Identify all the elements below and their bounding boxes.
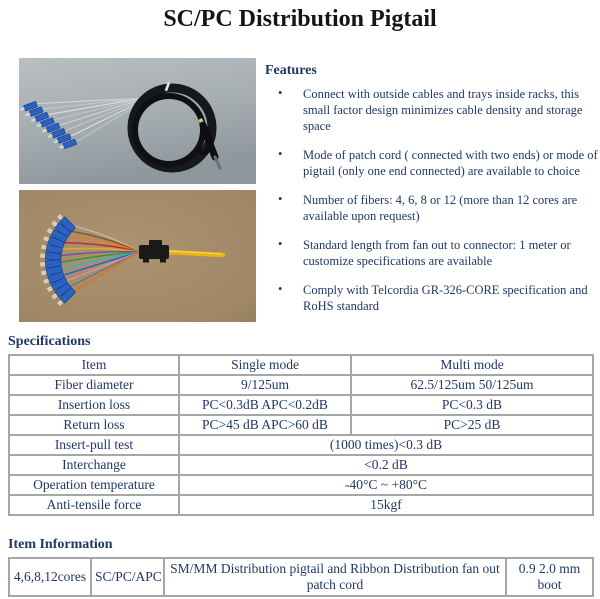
feature-item: [265, 237, 598, 269]
spec-cell-merged: -40°C ~ +80°C: [179, 475, 593, 495]
spec-cell: 62.5/125um 50/125um: [351, 375, 593, 395]
spec-header-item: Item: [9, 355, 179, 375]
item-boot-cell: 0.9 2.0 mm boot: [506, 558, 593, 596]
specifications-table: [8, 354, 594, 516]
ribbon-fanout-illustration: [19, 190, 256, 322]
feature-item: [265, 282, 598, 314]
item-information-heading: Item Information: [8, 537, 113, 552]
table-header-row: [9, 355, 593, 375]
table-row: [9, 495, 593, 515]
feature-item: [265, 192, 598, 224]
spec-cell-merged: <0.2 dB: [179, 455, 593, 475]
item-connector-cell: SC/PC/APC: [91, 558, 164, 596]
feature-item: [265, 147, 598, 179]
spec-cell: Operation temperature: [9, 475, 179, 495]
bullet-icon: •: [278, 237, 283, 251]
spec-cell: PC<0.3 dB: [351, 395, 593, 415]
bullet-icon: •: [278, 282, 283, 296]
table-row: [9, 435, 593, 455]
page-title: SC/PC Distribution Pigtail: [163, 6, 437, 32]
feature-text: Connect with outside cables and trays inside racks, this small factor design minimizes cable density and storage space: [303, 87, 583, 133]
item-cores-cell: 4,6,8,12cores: [9, 558, 91, 596]
spec-cell-merged: 15kgf: [179, 495, 593, 515]
spec-cell: Insert-pull test: [9, 435, 179, 455]
bullet-icon: •: [278, 192, 283, 206]
spec-cell: Insertion loss: [9, 395, 179, 415]
item-information-section: [8, 537, 592, 597]
feature-text: Comply with Telcordia GR-326-CORE specification and RoHS standard: [303, 283, 588, 313]
item-information-table: [8, 557, 594, 597]
spec-cell: Fiber diameter: [9, 375, 179, 395]
features-section: [265, 63, 598, 327]
bullet-icon: •: [278, 86, 283, 100]
table-row: [9, 375, 593, 395]
spec-cell: Return loss: [9, 415, 179, 435]
coil-pigtail-illustration: [19, 58, 256, 184]
feature-item: [265, 86, 598, 134]
spec-cell: Interchange: [9, 455, 179, 475]
features-list: [265, 86, 598, 314]
spec-header-multi-mode: Multi mode: [351, 355, 593, 375]
product-photo-coil-pigtail: [19, 58, 256, 184]
features-heading: Features: [265, 63, 317, 78]
table-row: [9, 475, 593, 495]
table-row: [9, 558, 593, 596]
spec-header-single-mode: Single mode: [179, 355, 351, 375]
feature-text: Standard length from fan out to connector: 1 meter or customize specifications are available: [303, 238, 571, 268]
specifications-section: [8, 334, 592, 516]
table-row: [9, 415, 593, 435]
spec-cell-merged: (1000 times)<0.3 dB: [179, 435, 593, 455]
item-description-cell: SM/MM Distribution pigtail and Ribbon Distribution fan out patch cord: [164, 558, 506, 596]
bullet-icon: •: [278, 147, 283, 161]
spec-cell: PC>45 dB APC>60 dB: [179, 415, 351, 435]
spec-cell: PC<0.3dB APC<0.2dB: [179, 395, 351, 415]
feature-text: Mode of patch cord ( connected with two ends) or mode of pigtail (only one end connected) are available to choice: [303, 148, 598, 178]
feature-text: Number of fibers: 4, 6, 8 or 12 (more than 12 cores are available upon request): [303, 193, 578, 223]
spec-cell: PC>25 dB: [351, 415, 593, 435]
spec-cell: Anti-tensile force: [9, 495, 179, 515]
table-row: [9, 395, 593, 415]
table-row: [9, 455, 593, 475]
specifications-heading: Specifications: [8, 334, 91, 349]
product-photo-ribbon-fanout: [19, 190, 256, 322]
spec-cell: 9/125um: [179, 375, 351, 395]
